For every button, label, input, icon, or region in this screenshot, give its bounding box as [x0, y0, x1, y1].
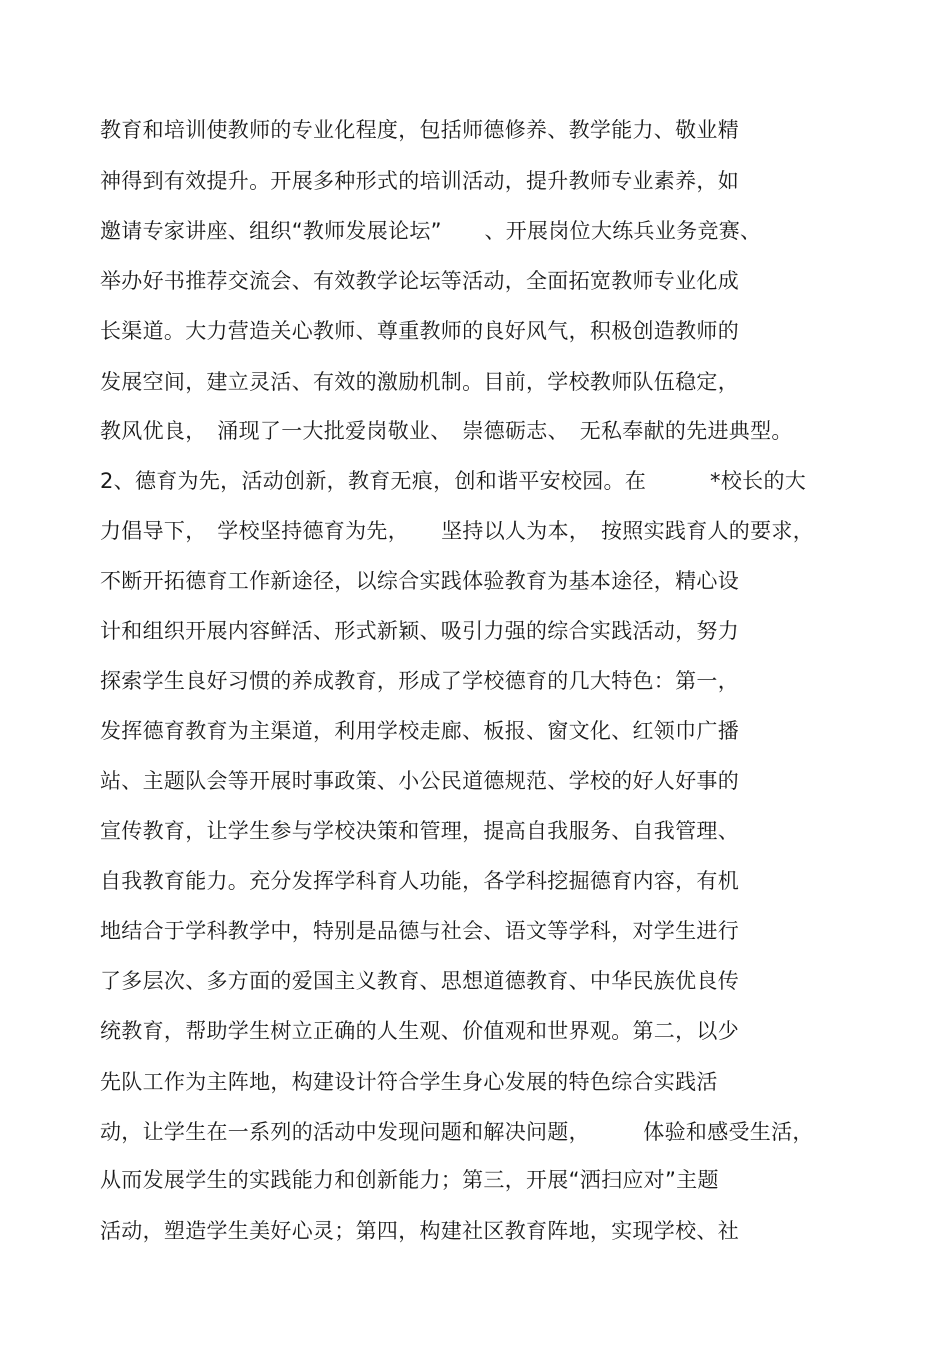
text-line: 邀请专家讲座、组织“教师发展论坛” 、开展岗位大练兵业务竞赛、	[100, 219, 762, 243]
text-line: 发展空间，建立灵活、有效的激励机制。目前，学校教师队伍稳定，	[100, 370, 739, 394]
text-line: 统教育，帮助学生树立正确的人生观、价值观和世界观。第二，以少	[100, 1019, 739, 1043]
text-line: 动，让学生在一系列的活动中发现问题和解决问题， 体验和感受生活，	[100, 1120, 814, 1144]
text-line: 举办好书推荐交流会、有效教学论坛等活动，全面拓宽教师专业化成	[100, 269, 739, 293]
text-line: 发挥德育教育为主渠道，利用学校走廊、板报、窗文化、红领巾广播	[100, 719, 739, 743]
text-line: 不断开拓德育工作新途径，以综合实践体验教育为基本途径，精心设	[100, 569, 739, 593]
text-line: 长渠道。大力营造关心教师、尊重教师的良好风气，积极创造教师的	[100, 319, 739, 343]
text-line: 先队工作为主阵地，构建设计符合学生身心发展的特色综合实践活	[100, 1070, 718, 1094]
text-line: 力倡导下， 学校坚持德育为先， 坚持以人为本， 按照实践育人的要求，	[100, 519, 814, 543]
text-line: 计和组织开展内容鲜活、形式新颖、吸引力强的综合实践活动，努力	[100, 619, 739, 643]
text-line: 2、德育为先，活动创新，教育无痕，创和谐平安校园。在 *校长的大	[100, 469, 807, 493]
text-line: 宣传教育，让学生参与学校决策和管理，提高自我服务、自我管理、	[100, 819, 739, 843]
text-line: 教风优良， 涌现了一大批爱岗敬业、 崇德砺志、 无私奉献的先进典型。	[100, 419, 793, 443]
text-line: 教育和培训使教师的专业化程度，包括师德修养、教学能力、敬业精	[100, 118, 739, 142]
text-line: 自我教育能力。充分发挥学科育人功能，各学科挖掘德育内容，有机	[100, 869, 739, 893]
text-line: 从而发展学生的实践能力和创新能力；第三，开展“洒扫应对”主题	[100, 1168, 719, 1192]
text-line: 神得到有效提升。开展多种形式的培训活动，提升教师专业素养，如	[100, 169, 739, 193]
text-line: 活动，塑造学生美好心灵；第四，构建社区教育阵地，实现学校、社	[100, 1219, 739, 1243]
text-line: 站、主题队会等开展时事政策、小公民道德规范、学校的好人好事的	[100, 769, 739, 793]
text-line: 地结合于学科教学中，特别是品德与社会、语文等学科，对学生进行	[100, 919, 739, 943]
text-line: 了多层次、多方面的爱国主义教育、思想道德教育、中华民族优良传	[100, 969, 739, 993]
text-line: 探索学生良好习惯的养成教育，形成了学校德育的几大特色：第一，	[100, 669, 739, 693]
